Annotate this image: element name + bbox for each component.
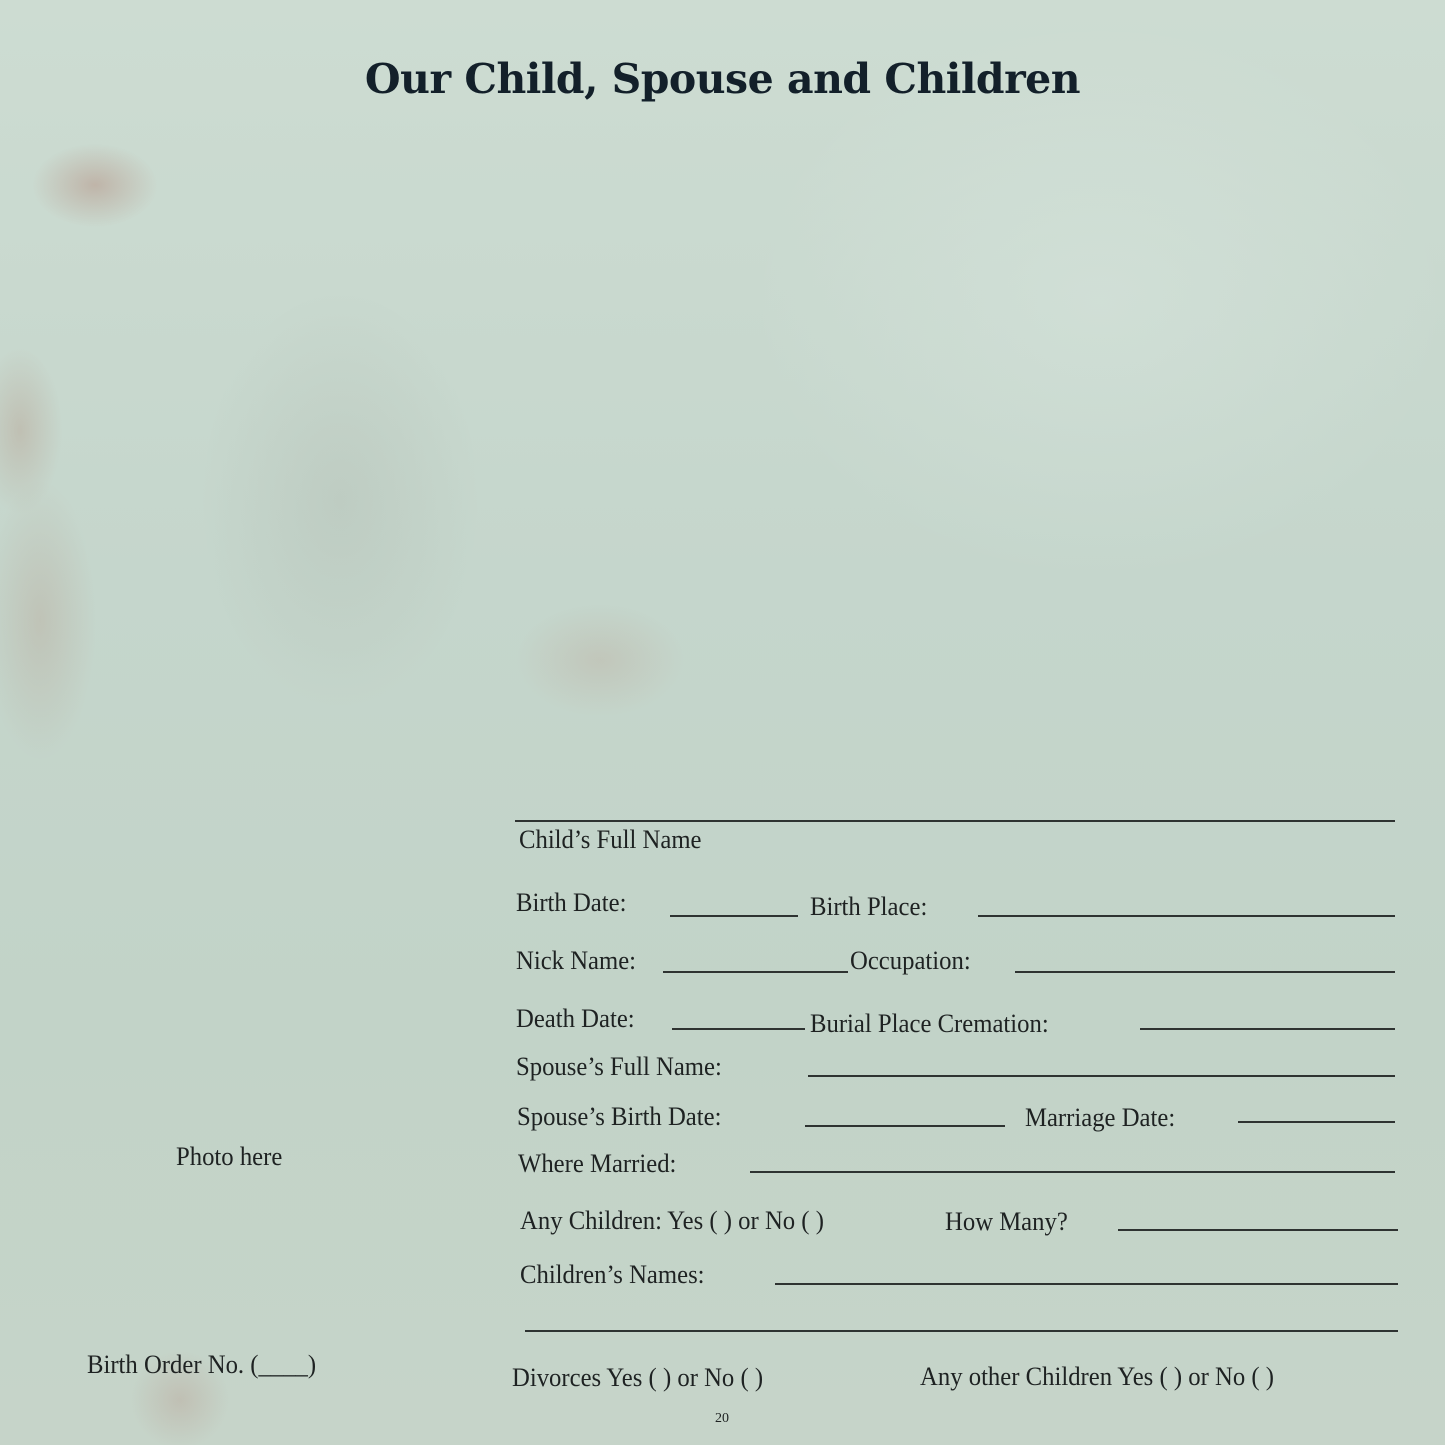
any-other-children-field[interactable]: Any other Children Yes ( ) or No ( )	[920, 1362, 1274, 1391]
photo-placeholder: Photo here	[176, 1142, 283, 1171]
spouse-birth-date-line[interactable]	[805, 1125, 1005, 1127]
children-names-line[interactable]	[775, 1283, 1398, 1285]
birth-date-line[interactable]	[670, 915, 798, 917]
death-date-label: Death Date:	[516, 1004, 635, 1033]
page-number: 20	[715, 1411, 729, 1426]
spouse-full-name-label: Spouse’s Full Name:	[516, 1052, 722, 1081]
spouse-birth-date-label: Spouse’s Birth Date:	[517, 1102, 722, 1131]
children-names-label: Children’s Names:	[520, 1260, 705, 1289]
birth-place-label: Birth Place:	[810, 892, 928, 921]
birth-place-line[interactable]	[978, 915, 1395, 917]
death-date-line[interactable]	[672, 1028, 805, 1030]
where-married-line[interactable]	[750, 1171, 1395, 1173]
how-many-label: How Many?	[945, 1207, 1068, 1236]
any-children-field[interactable]: Any Children: Yes ( ) or No ( )	[520, 1206, 824, 1235]
page-title: Our Child, Spouse and Children	[364, 55, 1081, 103]
spouse-full-name-line[interactable]	[808, 1075, 1395, 1077]
divorces-field[interactable]: Divorces Yes ( ) or No ( )	[512, 1363, 764, 1392]
nick-name-line[interactable]	[663, 971, 848, 973]
child-full-name-label: Child’s Full Name	[519, 825, 702, 854]
occupation-line[interactable]	[1015, 971, 1395, 973]
marriage-date-line[interactable]	[1238, 1121, 1395, 1123]
where-married-label: Where Married:	[518, 1149, 677, 1178]
child-name-line[interactable]	[515, 820, 1395, 822]
burial-place-label: Burial Place Cremation:	[810, 1009, 1049, 1038]
nick-name-label: Nick Name:	[516, 946, 637, 975]
children-names-line-2[interactable]	[525, 1330, 1398, 1332]
birth-date-label: Birth Date:	[516, 888, 627, 917]
marriage-date-label: Marriage Date:	[1025, 1103, 1176, 1132]
birth-order-field[interactable]: Birth Order No. (____)	[87, 1350, 317, 1379]
occupation-label: Occupation:	[850, 946, 971, 975]
how-many-line[interactable]	[1118, 1229, 1398, 1231]
burial-place-line[interactable]	[1140, 1028, 1395, 1030]
